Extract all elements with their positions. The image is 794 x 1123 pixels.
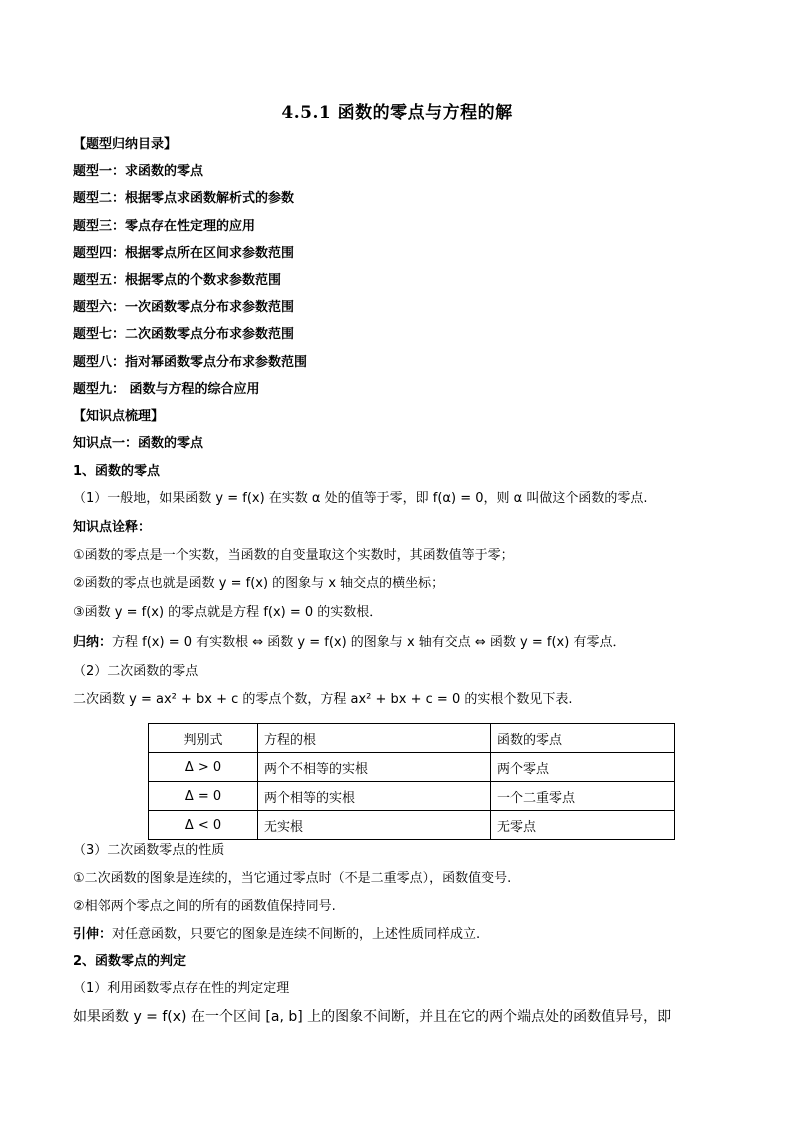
knowledge-point-1: 知识点一：函数的零点 — [73, 436, 204, 451]
subsection-existence-theorem: （1）利用函数零点存在性的判定定理 — [73, 981, 290, 996]
property-item: ①二次函数的图象是连续的，当它通过零点时（不是二重零点），函数值变号. — [73, 871, 512, 886]
explain-item: ②函数的零点也就是函数 y = f(x) 的图象与 x 轴交点的横坐标； — [73, 576, 445, 591]
catalog-item: 题型九： 函数与方程的综合应用 — [73, 382, 260, 397]
catalog-item: 题型一：求函数的零点 — [73, 164, 204, 179]
table-row — [149, 753, 675, 782]
table-header-cell: 判别式 — [149, 724, 258, 753]
table-cell: Δ < 0 — [149, 811, 258, 840]
discriminant-table — [148, 723, 675, 840]
explain-heading: 知识点诠释： — [73, 520, 152, 535]
summary-text: 方程 f(x) = 0 有实数根 ⇔ 函数 y = f(x) 的图象与 x 轴有交点 ⇔ 函数 y = f(x) 有零点． — [112, 635, 626, 650]
table-header-row — [149, 724, 675, 753]
extension-label: 引伸： — [73, 927, 113, 942]
catalog-item: 题型四：根据零点所在区间求参数范围 — [73, 246, 295, 261]
extension-line — [73, 926, 480, 944]
explain-item: ①函数的零点是一个实数，当函数的自变量取这个实数时，其函数值等于零； — [73, 548, 514, 563]
explain-item: ③函数 y = f(x) 的零点就是方程 f(x) = 0 的实数根． — [73, 605, 383, 620]
catalog-item: 题型五：根据零点的个数求参数范围 — [73, 273, 282, 288]
table-cell: 两个零点 — [491, 753, 675, 782]
table-cell: 一个二重零点 — [491, 782, 675, 811]
table-cell: 两个相等的实根 — [258, 782, 491, 811]
summary-line — [73, 634, 625, 652]
section-zero-judgement: 2、函数零点的判定 — [73, 954, 187, 969]
section-zero-of-function: 1、函数的零点 — [73, 464, 161, 479]
subsection-quadratic-zeros: （2）二次函数的零点 — [73, 664, 199, 679]
table-row — [149, 782, 675, 811]
catalog-item: 题型六：一次函数零点分布求参数范围 — [73, 300, 295, 315]
catalog-item: 题型七：二次函数零点分布求参数范围 — [73, 327, 295, 342]
catalog-heading: 【题型归纳目录】 — [73, 137, 178, 152]
quadratic-intro: 二次函数 y = ax² + bx + c 的零点个数，方程 ax² + bx + c = 0 的实根个数见下表. — [73, 692, 573, 707]
catalog-item: 题型二：根据零点求函数解析式的参数 — [73, 191, 295, 206]
table-header-cell: 方程的根 — [258, 724, 491, 753]
summary-label: 归纳： — [73, 635, 113, 650]
table-cell: Δ > 0 — [149, 753, 258, 782]
extension-text: 对任意函数，只要它的图象是连续不间断的，上述性质同样成立. — [112, 927, 481, 942]
subsection-zero-properties: （3）二次函数零点的性质 — [73, 843, 225, 858]
knowledge-heading: 【知识点梳理】 — [73, 409, 165, 424]
theorem-paragraph: 如果函数 y = f(x) 在一个区间 [a, b] 上的图象不间断，并且在它的两个端点处的函数值异号，即 — [73, 1009, 672, 1025]
catalog-item: 题型八：指对幂函数零点分布求参数范围 — [73, 355, 308, 370]
page-title: 4.5.1 函数的零点与方程的解 — [281, 103, 513, 123]
table-header-cell: 函数的零点 — [491, 724, 675, 753]
table-cell: 无零点 — [491, 811, 675, 840]
table-row — [149, 811, 675, 840]
property-item: ②相邻两个零点之间的所有的函数值保持同号. — [73, 899, 336, 914]
definition-paragraph: （1）一般地，如果函数 y = f(x) 在实数 α 处的值等于零，即 f(α) = 0，则 α 叫做这个函数的零点. — [73, 491, 648, 506]
table-cell: Δ = 0 — [149, 782, 258, 811]
catalog-item: 题型三：零点存在性定理的应用 — [73, 219, 256, 234]
table-cell: 两个不相等的实根 — [258, 753, 491, 782]
table-cell: 无实根 — [258, 811, 491, 840]
